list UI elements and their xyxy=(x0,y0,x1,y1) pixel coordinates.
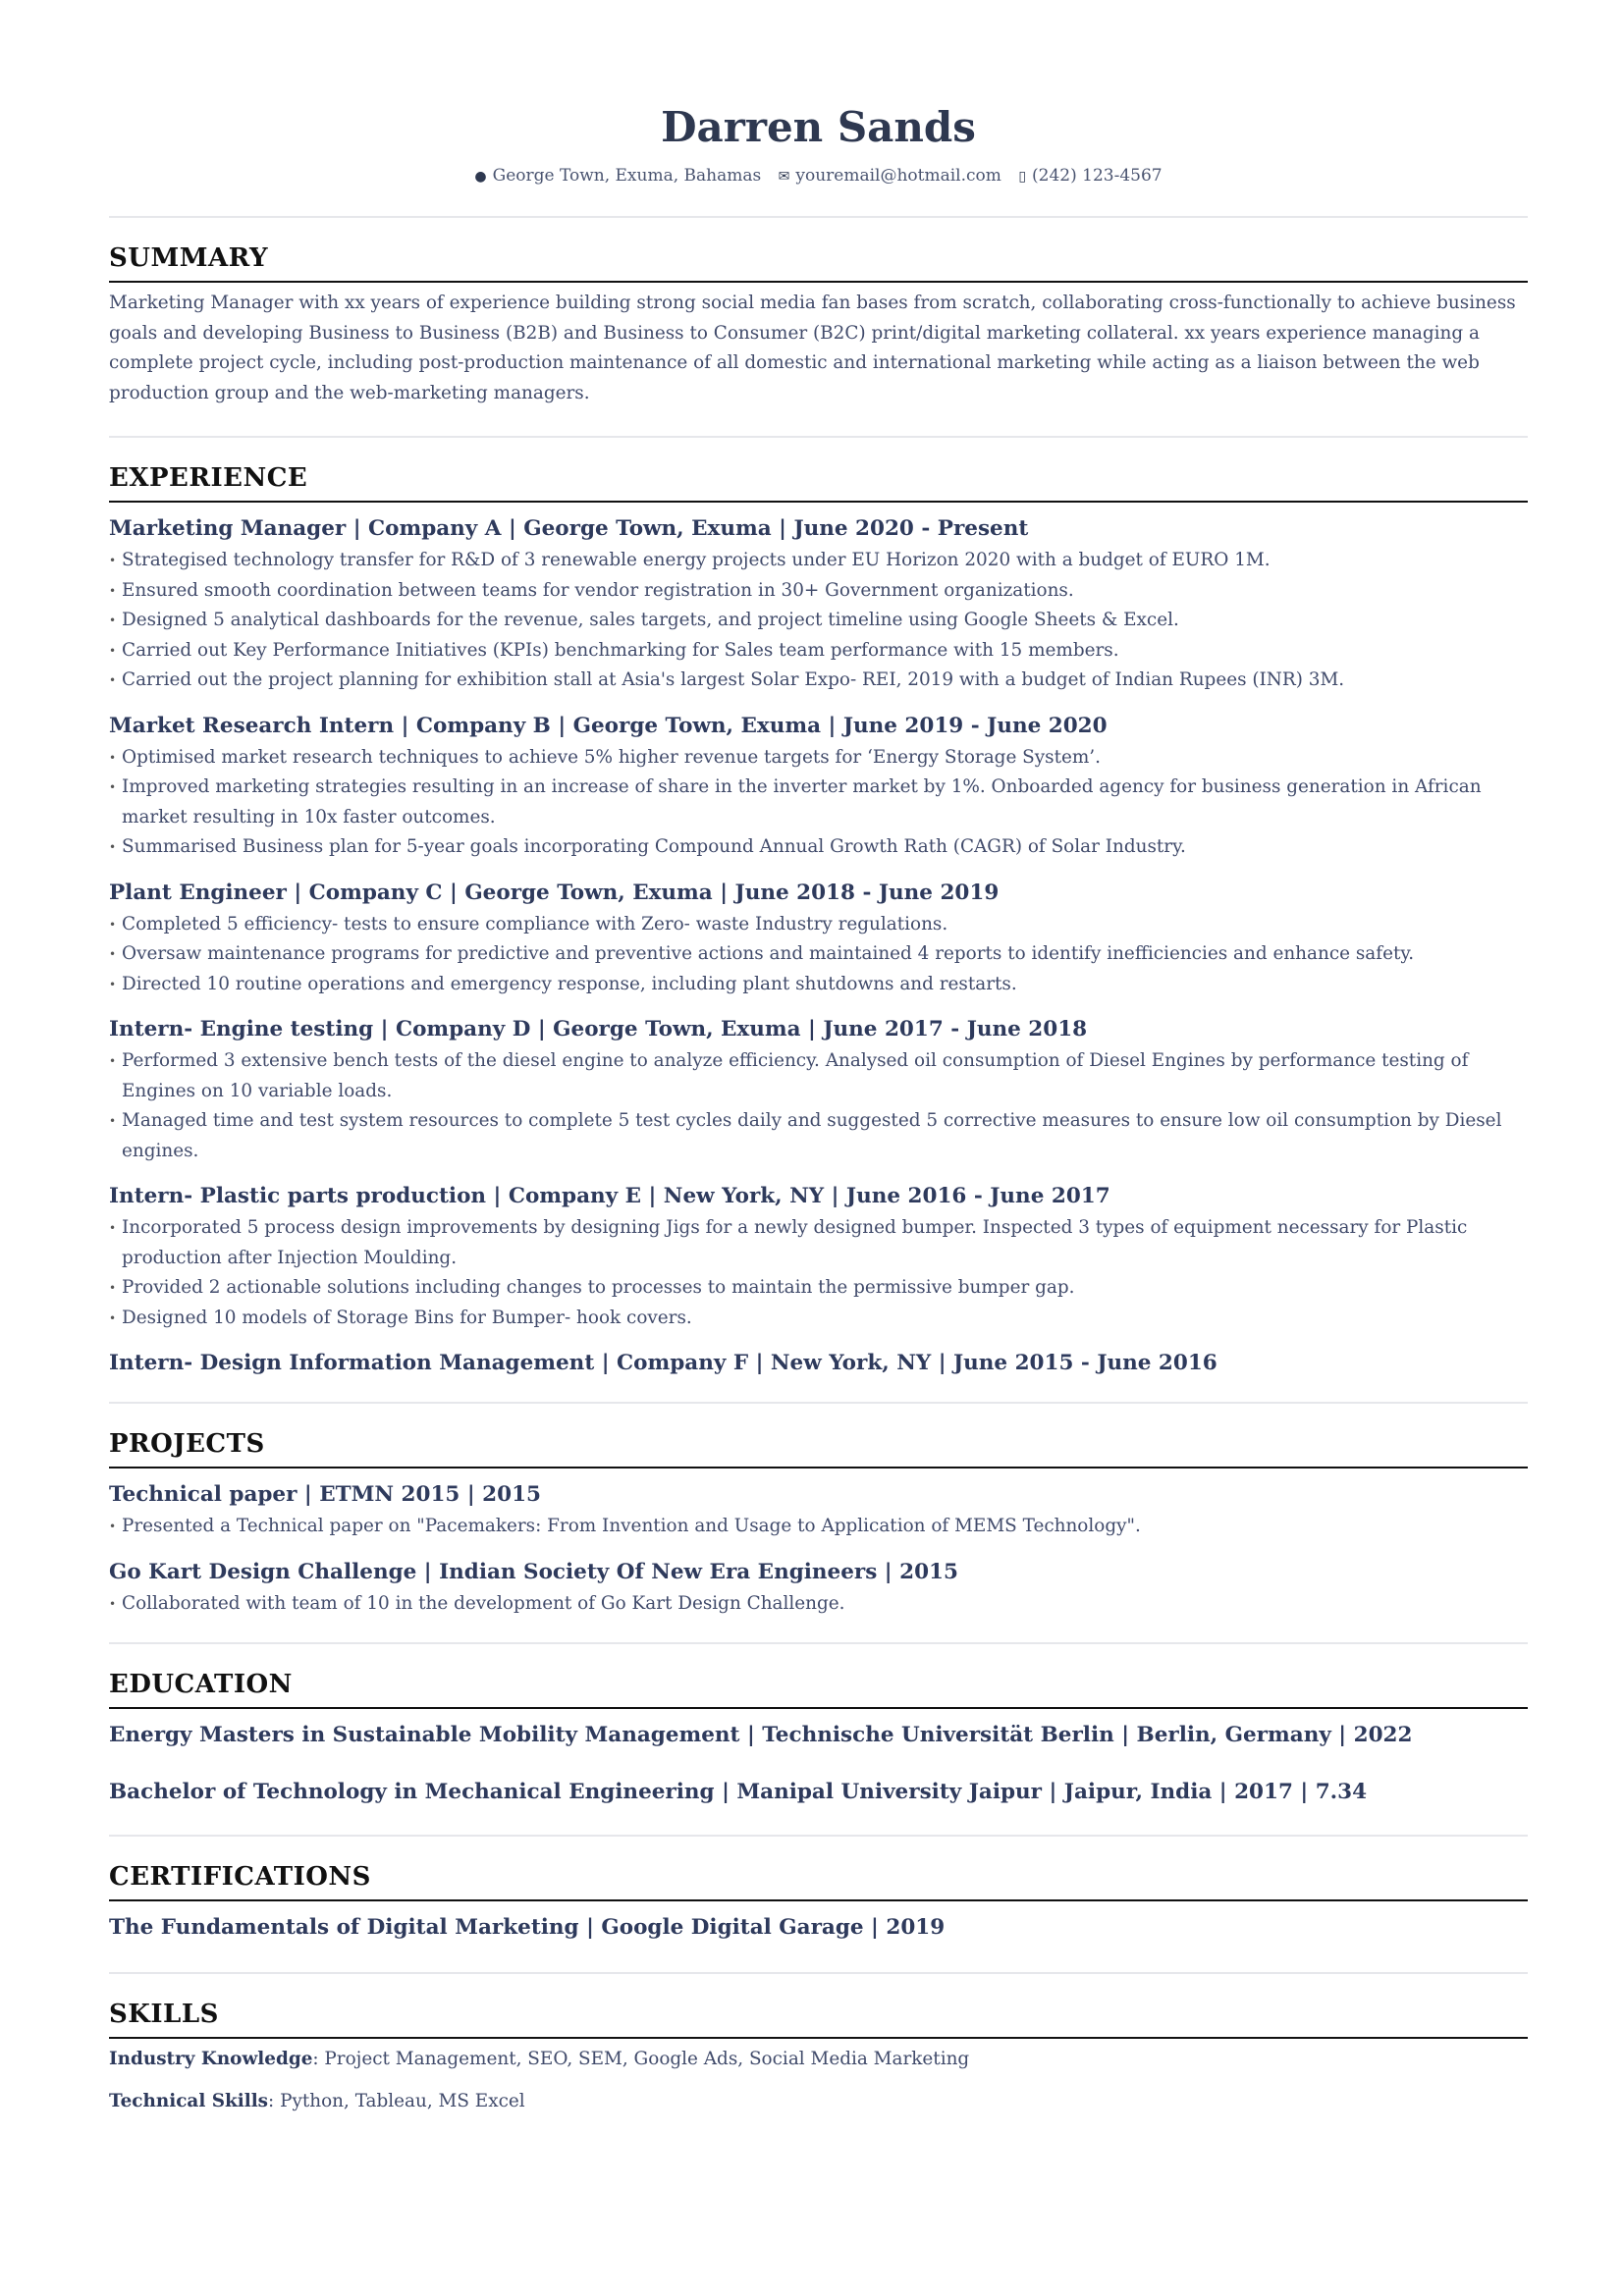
section-title: SUMMARY xyxy=(109,243,269,273)
bullet-list xyxy=(109,1512,1528,1542)
section-rule xyxy=(109,1899,1528,1901)
section-rule xyxy=(109,501,1528,503)
section-title: SKILLS xyxy=(109,2000,219,2029)
section-rule xyxy=(109,281,1528,283)
skill-row xyxy=(109,2045,1528,2075)
experience-entry xyxy=(109,1013,1528,1166)
experience-entry xyxy=(109,1347,1528,1380)
skill-label: Technical Skills xyxy=(109,2090,269,2111)
projects-list xyxy=(109,1478,1528,1619)
bullet-item: • Optimised market research techniques to achieve 5% higher revenue targets for ‘Energy Storage System’. xyxy=(109,743,1528,774)
bullet-item: • Strategised technology transfer for R&D of 3 renewable energy projects under EU Horizon 2020 with a budget of EURO 1M. xyxy=(109,546,1528,576)
resume-page xyxy=(109,0,1528,2116)
experience-entry-heading: Market Research Intern | Company B | George Town, Exuma | June 2019 - June 2020 xyxy=(109,713,1108,738)
bullet-list xyxy=(109,546,1528,696)
bullet-item: • Managed time and test system resources to complete 5 test cycles daily and suggested 5 corrective measures to ensure low oil consumption by Diesel engines. xyxy=(109,1106,1528,1166)
bullet-item: • Oversaw maintenance programs for predictive and preventive actions and maintained 4 reports to identify inefficiencies and enhance safety. xyxy=(109,939,1528,970)
bullet-item: • Directed 10 routine operations and emergency response, including plant shutdowns and restarts. xyxy=(109,970,1528,1000)
project-entry-heading: Go Kart Design Challenge | Indian Society Of New Era Engineers | 2015 xyxy=(109,1559,958,1584)
project-entry-heading: Technical paper | ETMN 2015 | 2015 xyxy=(109,1482,541,1507)
education-entry xyxy=(109,1719,1528,1752)
experience-entry xyxy=(109,710,1528,863)
divider xyxy=(109,1972,1528,1974)
divider xyxy=(109,436,1528,438)
divider xyxy=(109,1402,1528,1404)
divider xyxy=(109,1642,1528,1644)
section-title: EDUCATION xyxy=(109,1670,293,1699)
skill-row xyxy=(109,2087,1528,2117)
experience-entry-heading: Intern- Plastic parts production | Company E | New York, NY | June 2016 - June 2017 xyxy=(109,1184,1110,1208)
bullet-list xyxy=(109,743,1528,863)
experience-list xyxy=(109,512,1528,1380)
experience-entry-heading: Intern- Design Information Management | Company F | New York, NY | June 2015 - June 2016 xyxy=(109,1351,1217,1375)
experience-entry xyxy=(109,1180,1528,1333)
email[interactable]: youremail@hotmail.com xyxy=(795,166,1001,186)
education-heading: Bachelor of Technology in Mechanical Engineering | Manipal University Jaipur | Jaipur, India | 2017 | 7.34 xyxy=(109,1780,1368,1804)
bullet-item: • Improved marketing strategies resulting in an increase of share in the inverter market by 1%. Onboarded agency for business generation in African market resulting in 10x faster outcomes. xyxy=(109,773,1528,832)
phone-icon: ▯ xyxy=(1018,169,1027,185)
skill-value: : Python, Tableau, MS Excel xyxy=(268,2090,525,2111)
certification-entry xyxy=(109,1911,1528,1945)
skill-label: Industry Knowledge xyxy=(109,2049,313,2069)
bullet-item: • Carried out Key Performance Initiatives (KPIs) benchmarking for Sales team performance with 15 members. xyxy=(109,636,1528,667)
bullet-item: • Completed 5 efficiency- tests to ensure compliance with Zero- waste Industry regulations. xyxy=(109,910,1528,940)
section-rule xyxy=(109,2037,1528,2039)
bullet-item: • Collaborated with team of 10 in the development of Go Kart Design Challenge. xyxy=(109,1589,1528,1620)
experience-entry-heading: Plant Engineer | Company C | George Town, Exuma | June 2018 - June 2019 xyxy=(109,880,1000,905)
bullet-item: • Performed 3 extensive bench tests of the diesel engine to analyze efficiency. Analysed oil consumption of Diesel Engines by performance testing of Engines on 10 variable loads. xyxy=(109,1046,1528,1106)
location-pin-icon: ● xyxy=(474,169,487,185)
bullet-item: • Provided 2 actionable solutions including changes to processes to maintain the permissive bumper gap. xyxy=(109,1273,1528,1304)
section-rule xyxy=(109,1707,1528,1709)
location: George Town, Exuma, Bahamas xyxy=(492,166,762,186)
skill-value: : Project Management, SEO, SEM, Google Ads, Social Media Marketing xyxy=(312,2049,970,2069)
bullet-item: • Ensured smooth coordination between teams for vendor registration in 30+ Government organizations. xyxy=(109,576,1528,607)
section-rule xyxy=(109,1467,1528,1468)
skills-section xyxy=(109,1998,1528,2116)
bullet-list xyxy=(109,910,1528,1000)
bullet-item: • Designed 10 models of Storage Bins for Bumper- hook covers. xyxy=(109,1304,1528,1334)
bullet-item: • Carried out the project planning for exhibition stall at Asia's largest Solar Expo- REI, 2019 with a budget of Indian Rupees (INR) 3M. xyxy=(109,666,1528,696)
certification-heading: The Fundamentals of Digital Marketing | Google Digital Garage | 2019 xyxy=(109,1915,946,1940)
bullet-list xyxy=(109,1589,1528,1620)
summary-text: Marketing Manager with xx years of experience building strong social media fan bases from scratch, collaborating cross-functionally to achieve business goals and developing Business to Business (B2B) and Business to Consumer (B2C) print/digital marketing collateral. xx years experience managing a complete project cycle, including post-production maintenance of all domestic and international marketing while acting as a liaison between the web production group and the web-marketing managers. xyxy=(109,293,1516,403)
bullet-item: • Incorporated 5 process design improvements by designing Jigs for a newly designed bumper. Inspected 3 types of equipment necessary for Plastic production after Injection Moulding. xyxy=(109,1213,1528,1273)
bullet-item: • Designed 5 analytical dashboards for the revenue, sales targets, and project timeline using Google Sheets & Excel. xyxy=(109,606,1528,636)
section-title: EXPERIENCE xyxy=(109,463,308,493)
project-entry xyxy=(109,1478,1528,1542)
education-entry xyxy=(109,1776,1528,1809)
candidate-name: Darren Sands xyxy=(661,103,976,151)
bullet-item: • Presented a Technical paper on "Pacemakers: From Invention and Usage to Application of MEMS Technology". xyxy=(109,1512,1528,1542)
divider xyxy=(109,1835,1528,1837)
experience-entry-heading: Marketing Manager | Company A | George Town, Exuma | June 2020 - Present xyxy=(109,516,1029,541)
project-entry xyxy=(109,1556,1528,1620)
experience-entry xyxy=(109,512,1528,696)
education-section xyxy=(109,1668,1528,1809)
envelope-icon: ✉ xyxy=(778,169,790,185)
projects-section xyxy=(109,1427,1528,1619)
summary-section xyxy=(109,241,1528,408)
section-title: PROJECTS xyxy=(109,1429,265,1459)
section-title: CERTIFICATIONS xyxy=(109,1862,371,1892)
contact-line xyxy=(109,163,1528,188)
bullet-list xyxy=(109,1046,1528,1166)
experience-entry xyxy=(109,877,1528,1000)
experience-entry-heading: Intern- Engine testing | Company D | George Town, Exuma | June 2017 - June 2018 xyxy=(109,1017,1088,1041)
education-heading: Energy Masters in Sustainable Mobility Management | Technische Universität Berlin | Berlin, Germany | 2022 xyxy=(109,1723,1413,1747)
experience-section xyxy=(109,461,1528,1380)
bullet-list xyxy=(109,1213,1528,1333)
phone: (242) 123-4567 xyxy=(1032,166,1163,186)
certifications-section xyxy=(109,1860,1528,1945)
divider xyxy=(109,216,1528,218)
bullet-item: • Summarised Business plan for 5-year goals incorporating Compound Annual Growth Rath (CAGR) of Solar Industry. xyxy=(109,832,1528,863)
